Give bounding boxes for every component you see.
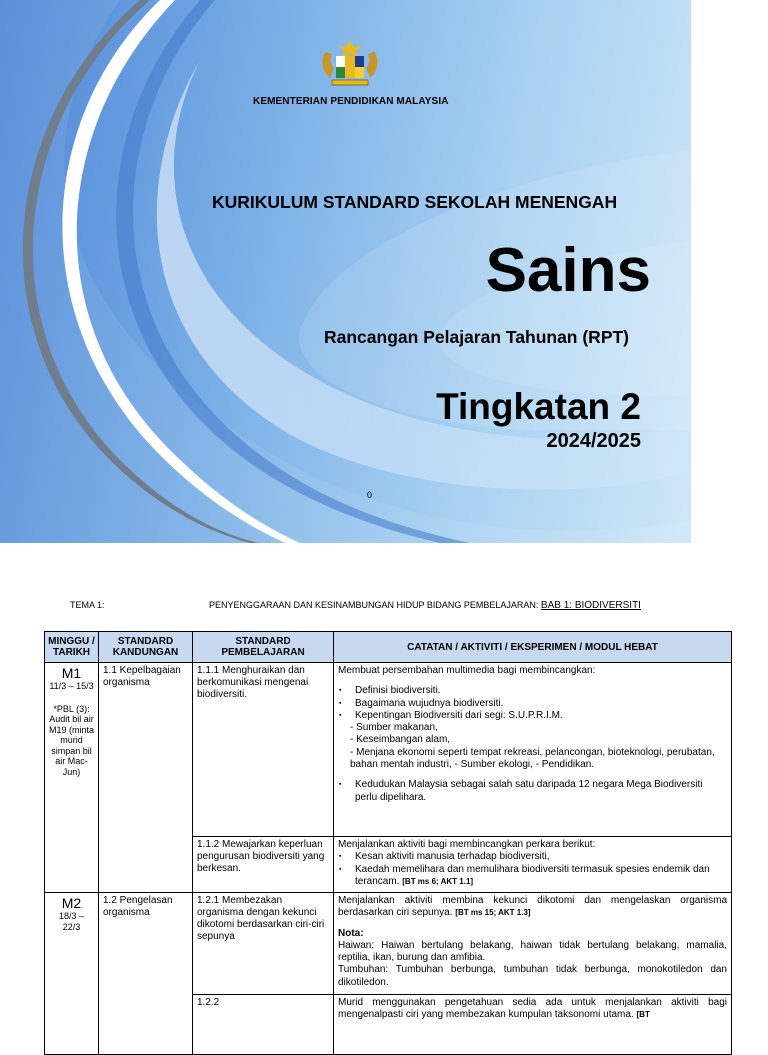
activity-text: Kaedah memelihara dan memulihara biodiversiti termasuk spesies endemik dan terancam.	[355, 863, 710, 887]
yearly-plan-table	[44, 631, 732, 1055]
activity-cell	[334, 663, 732, 837]
learning-standard-cell: 1.1.2 Mewajarkan keperluan pengurusan biodiversiti yang berkesan.	[193, 837, 334, 893]
list-item: ▪ Kesan aktiviti manusia terhadap biodiversiti,	[355, 851, 727, 863]
list-item: ▪ Kedudukan Malaysia sebagai salah satu daripada 12 negara Mega Biodiversiti perlu dipelihara.	[355, 779, 727, 804]
chapter-title: BAB 1: BIODIVERSITI	[540, 600, 641, 611]
week-cell-m2	[45, 893, 99, 1055]
week-dates: 18/3 – 22/3	[58, 911, 85, 932]
header-activities: CATATAN / AKTIVITI / EKSPERIMEN / MODUL HEBAT	[334, 632, 732, 663]
list-item	[355, 864, 727, 889]
list-item: - Keseimbangan alam,	[350, 734, 451, 746]
header-learning-standard: STANDARD PEMBELAJARAN	[193, 632, 334, 663]
theme-label: TEMA 1:	[70, 600, 105, 610]
content-standard-cell: 1.2 Pengelasan organisma	[99, 893, 193, 1055]
learning-standard-cell: 1.1.1 Menghuraikan dan berkomunikasi mengenai biodiversiti.	[193, 663, 334, 837]
header-content-standard: STANDARD KANDUNGAN	[99, 632, 193, 663]
theme-title	[209, 600, 641, 611]
form-level: Tingkatan 2	[436, 386, 641, 427]
activity-list	[338, 851, 727, 888]
activity-list	[338, 779, 727, 804]
cover-page	[0, 0, 691, 543]
week-note: *PBL (3): Audit bil air M19 (minta murid simpan bil air Mac-Jun)	[49, 703, 95, 777]
reference-tag: [BT ms 6; AKT 1.1]	[402, 876, 474, 886]
activity-cell	[334, 837, 732, 893]
list-item: ▪ Bagaimana wujudnya biodiversiti.	[355, 698, 727, 710]
note-text: Tumbuhan: Tumbuhan berbunga, tumbuhan tidak berbunga, monokotiledon dan dikotiledon.	[338, 964, 727, 988]
activity-intro: Membuat persembahan multimedia bagi membincangkan:	[338, 665, 596, 676]
activity-list	[338, 685, 727, 722]
ministry-name: KEMENTERIAN PENDIDIKAN MALAYSIA	[253, 96, 449, 107]
note-text: Haiwan: Haiwan bertulang belakang, haiwan tidak bertulang belakang, mamalia, reptilia, ikan, burung dan amfibia.	[338, 939, 727, 964]
activity-cell	[334, 893, 732, 995]
academic-year: 2024/2025	[546, 430, 641, 452]
theme-title-text: PENYENGGARAAN DAN KESINAMBUNGAN HIDUP BIDANG PEMBELAJARAN:	[209, 600, 539, 610]
learning-standard-cell: 1.2.2	[193, 995, 334, 1055]
reference-tag: [BT ms 15; AKT 1.3]	[455, 908, 531, 918]
curriculum-title: KURIKULUM STANDARD SEKOLAH MENENGAH	[212, 192, 618, 212]
list-item: ▪ Definisi biodiversiti.	[355, 685, 727, 697]
subject-title: Sains	[485, 236, 651, 305]
content-standard-cell: 1.1 Kepelbagaian organisma	[99, 663, 193, 893]
week-number: M1	[61, 665, 82, 681]
plan-title: Rancangan Pelajaran Tahunan (RPT)	[324, 327, 630, 347]
list-item: - Sumber makanan,	[350, 722, 438, 734]
note-label: Nota:	[338, 927, 364, 939]
list-item: - Menjana ekonomi seperti tempat rekreasi, pelancongan, bioteknologi, perubatan, bahan mentah industri, - Sumber ekologi, - Pendidikan.	[350, 746, 715, 771]
learning-standard-cell: 1.2.1 Membezakan organisma dengan kekunci dikotomi berdasarkan ciri-ciri sepunya	[193, 893, 334, 995]
week-dates: 11/3 – 15/3	[49, 681, 94, 691]
week-cell-m1	[45, 663, 99, 893]
activity-text: Murid menggunakan pengetahuan sedia ada untuk menjalankan aktiviti bagi mengenalpasti ciri yang membezakan kumpulan taksonomi utama.	[338, 997, 727, 1021]
reference-tag: [BT	[636, 1010, 650, 1020]
coat-of-arms-icon	[318, 38, 382, 90]
activity-text: Menjalankan aktiviti membina kekunci dikotomi dan mengelaskan organisma berdasarkan ciri sepunya.	[338, 895, 727, 919]
page-number: 0	[367, 490, 373, 500]
activity-cell	[334, 995, 732, 1055]
table-header-row	[45, 632, 732, 663]
activity-intro: Menjalankan aktiviti bagi membincangkan perkara berikut:	[338, 839, 596, 850]
list-item: ▪ Kepentingan Biodiversiti dari segi: S.U.P.R.I.M.	[355, 710, 727, 722]
header-week: MINGGU / TARIKH	[45, 632, 99, 663]
week-number: M2	[61, 895, 82, 911]
table-row	[45, 663, 732, 837]
activity-intro	[338, 895, 727, 920]
table-row	[45, 893, 732, 995]
